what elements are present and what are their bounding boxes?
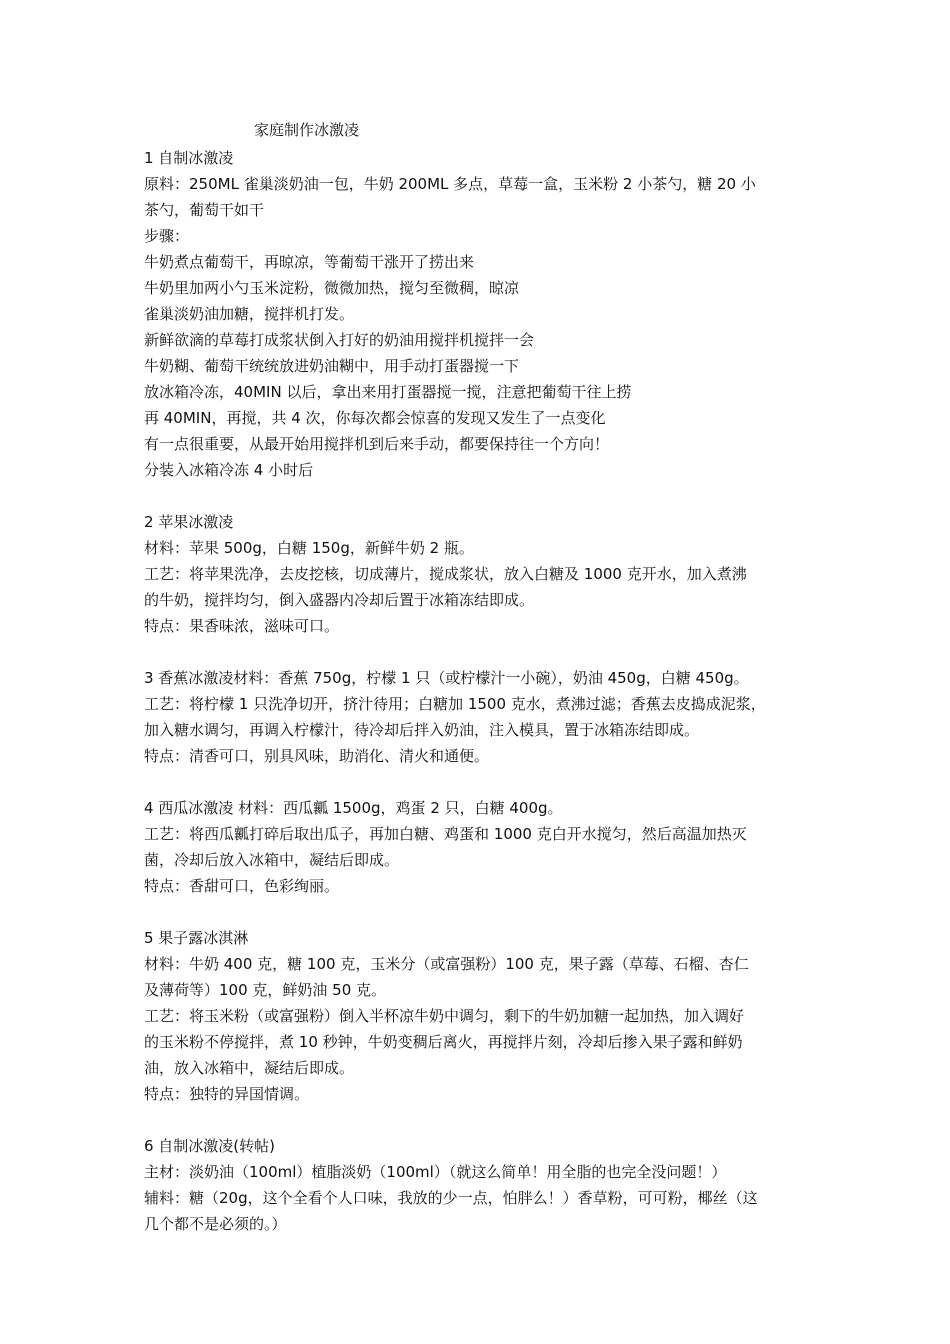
text-line: 几个都不是必须的。） [144,1215,287,1233]
text-line: 1 自制冰激凌 [144,149,234,167]
text-line: 牛奶里加两小勺玉米淀粉，微微加热，搅匀至微稠，晾凉 [144,279,520,297]
text-line: 特点：独特的异国情调。 [144,1085,310,1103]
text-line: 油，放入冰箱中，凝结后即成。 [144,1059,355,1077]
text-line: 牛奶糊、葡萄干统统放进奶油糊中，用手动打蛋器搅一下 [144,357,520,375]
text-line: 牛奶煮点葡萄干，再晾凉，等葡萄干涨开了捞出来 [144,253,475,271]
text-line: 特点：清香可口，别具风味，助消化、清火和通便。 [144,747,490,765]
text-line: 再 40MIN，再搅，共 4 次，你每次都会惊喜的发现又发生了一点变化 [144,409,606,427]
text-line: 原料：250ML 雀巢淡奶油一包，牛奶 200ML 多点，草莓一盒，玉米粉 2 小茶勺，糖 20 小 [144,175,756,193]
text-line: 4 西瓜冰激凌 材料：西瓜瓤 1500g，鸡蛋 2 只，白糖 400g。 [144,799,563,817]
text-line: 步骤： [144,227,190,245]
paragraph-spacer [144,769,812,795]
text-line: 工艺：将柠檬 1 只洗净切开，挤汁待用；白糖加 1500 克水，煮沸过滤；香蕉去皮捣成泥浆， [144,695,766,713]
text-line: 辅料：糖（20g，这个全看个人口味，我放的少一点，怕胖么！）香草粉，可可粉，椰丝（这 [144,1189,758,1207]
document-title: 家庭制作冰激凌 [254,121,360,139]
text-line: 5 果子露冰淇淋 [144,929,249,947]
paragraph-spacer [144,1107,812,1133]
text-line: 及薄荷等）100 克，鲜奶油 50 克。 [144,981,387,999]
paragraph-spacer [144,899,812,925]
text-line: 工艺：将玉米粉（或富强粉）倒入半杯凉牛奶中调匀，剩下的牛奶加糖一起加热，加入调好 [144,1007,745,1025]
text-line: 2 苹果冰激凌 [144,513,234,531]
text-line: 有一点很重要，从最开始用搅拌机到后来手动，都要保持往一个方向！ [144,435,610,453]
text-line: 3 香蕉冰激凌材料：香蕉 750g，柠檬 1 只（或柠檬汁一小碗），奶油 450g，白糖 450g。 [144,669,749,687]
text-line: 特点：香甜可口，色彩绚丽。 [144,877,340,895]
text-line: 工艺：将苹果洗净，去皮挖核，切成薄片，搅成浆状，放入白糖及 1000 克开水，加入煮沸 [144,565,747,583]
text-line: 放冰箱冷冻，40MIN 以后，拿出来用打蛋器搅一搅，注意把葡萄干往上捞 [144,383,632,401]
text-line: 新鲜欲滴的草莓打成浆状倒入打好的奶油用搅拌机搅拌一会 [144,331,535,349]
text-line: 材料：苹果 500g，白糖 150g，新鲜牛奶 2 瓶。 [144,539,474,557]
text-line: 加入糖水调匀，再调入柠檬汁，待冷却后拌入奶油，注入模具，置于冰箱冻结即成。 [144,721,700,739]
paragraph-spacer [144,483,812,509]
text-line: 工艺：将西瓜瓤打碎后取出瓜子，再加白糖、鸡蛋和 1000 克白开水搅匀，然后高温加热灭 [144,825,747,843]
document-body [144,145,812,1237]
text-line: 菌，冷却后放入冰箱中，凝结后即成。 [144,851,400,869]
text-line: 茶勺，葡萄干如干 [144,201,265,219]
text-line: 雀巢淡奶油加糖，搅拌机打发。 [144,305,355,323]
text-line: 6 自制冰激凌(转帖) [144,1137,276,1155]
text-line: 的牛奶，搅拌均匀，倒入盛器内冷却后置于冰箱冻结即成。 [144,591,535,609]
text-line: 主材：淡奶油（100ml）植脂淡奶（100ml）（就这么简单！用全脂的也完全没问题！） [144,1163,727,1181]
text-line: 特点：果香味浓，滋味可口。 [144,617,340,635]
text-line: 的玉米粉不停搅拌，煮 10 秒钟，牛奶变稠后离火，再搅拌片刻，冷却后掺入果子露和鲜奶 [144,1033,743,1051]
text-line: 分装入冰箱冷冻 4 小时后 [144,461,314,479]
paragraph-spacer [144,639,812,665]
text-line: 材料：牛奶 400 克，糖 100 克，玉米分（或富强粉）100 克，果子露（草莓、石榴、杏仁 [144,955,749,973]
